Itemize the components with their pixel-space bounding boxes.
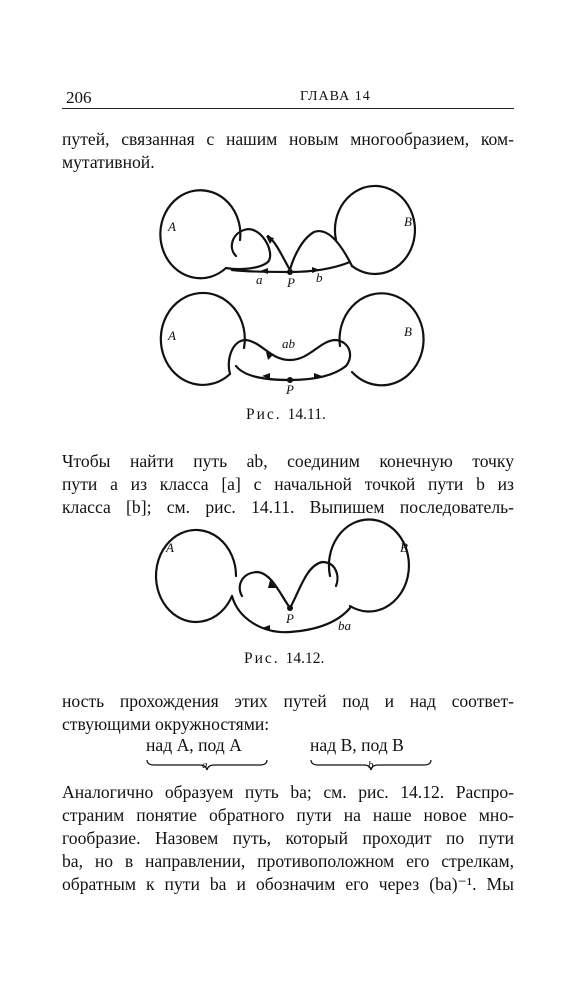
path-b-hook [290, 562, 337, 608]
formula-left [146, 735, 242, 771]
label-p: P [287, 275, 295, 290]
paragraph-2 [62, 450, 514, 519]
formula-text: над A, под A [146, 735, 242, 755]
circle-b-arc [335, 186, 415, 274]
label-ba-path: ba [338, 618, 351, 633]
text-line: путей, связанная с нашим новым многообразием, ком- [62, 129, 514, 149]
paragraph-4 [62, 781, 514, 896]
label-a-circle: A [168, 328, 176, 343]
path-a-hook [240, 572, 290, 608]
formula-text: над B, под B [310, 735, 404, 755]
figure-caption: Рис. 14.11. [246, 406, 326, 423]
text-line: ствующими окружностями: [62, 714, 270, 734]
label-ab-path: ab [282, 336, 295, 351]
text-line: мутативной. [62, 152, 155, 172]
paragraph-3 [62, 690, 514, 736]
label-a-circle: A [166, 540, 174, 555]
page-number: 206 [66, 88, 92, 107]
label-b-path: b [316, 270, 323, 285]
text-line: ность прохождения этих путей под и над соответ- [62, 691, 514, 711]
circle-b-arc [329, 519, 409, 611]
text-line: обратным к пути ba и обозначим его через (ba)⁻¹. Мы [62, 874, 514, 894]
text-line: Аналогично образуем путь ba; см. рис. 14.12. Распро- [62, 782, 514, 802]
label-b-circle: B [404, 324, 412, 339]
formula-subscript: b [368, 759, 374, 771]
label-a-path: a [256, 272, 263, 287]
formula-subscript: a [202, 759, 208, 771]
path-a-loop [226, 229, 270, 269]
text-line: страним понятие обратного пути на наше новое мно- [62, 805, 514, 825]
text-line: гообразие. Назовем путь, который проходит по пути [62, 828, 514, 848]
label-p: P [286, 611, 294, 626]
label-a-circle: A [168, 219, 176, 234]
label-b-circle: B [400, 540, 408, 555]
formula-right [310, 735, 404, 771]
label-p: P [286, 382, 294, 397]
text-line: Чтобы найти путь ab, соединим конечную точку [62, 451, 514, 471]
circle-a-arc [160, 190, 240, 278]
text-line: пути a из класса [a] с начальной точкой пути b из [62, 474, 514, 494]
figure-caption: Рис. 14.12. [244, 650, 325, 667]
text-line: класса [b]; см. рис. 14.11. Выпишем последователь- [62, 497, 514, 517]
text-line: ba, но в направлении, противоположном его стрелкам, [62, 851, 514, 871]
running-head: ГЛАВА 14 [300, 89, 371, 104]
label-b-circle: B [404, 214, 412, 229]
circle-b-arc [340, 293, 424, 385]
